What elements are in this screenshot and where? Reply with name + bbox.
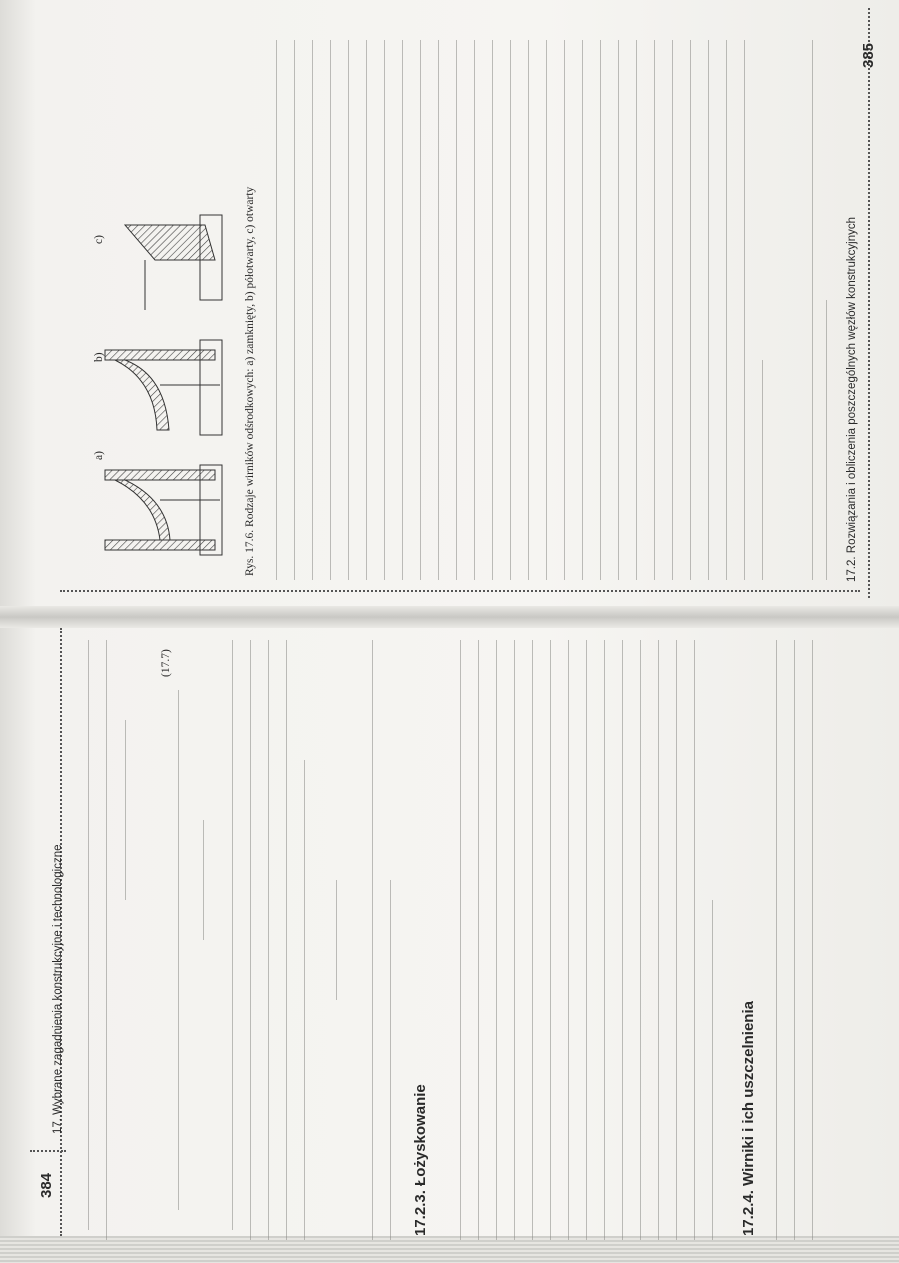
figure-label-a: a): [93, 451, 105, 460]
binding-shadow: [0, 606, 899, 628]
impeller-figure: [85, 200, 245, 580]
right-page-number: 385: [860, 42, 877, 68]
figure-label-c: c): [93, 235, 105, 244]
right-running-head: 17.2. Rozwiązania i obliczenia poszczególnych węzłów konstrukcyjnych: [846, 217, 858, 582]
impeller-c-open: [125, 215, 222, 310]
left-running-head: 17. Wybrane zagadnienia konstrukcyjne i technologiczne: [52, 844, 64, 1134]
impeller-a-closed: [105, 465, 222, 555]
equation-label-17-7: (17.7): [160, 649, 172, 677]
figure-label-b: b): [93, 352, 105, 362]
scan-edge: [0, 1236, 899, 1263]
left-page-number: 384: [38, 1172, 55, 1198]
figure-caption: Rys. 17.6. Rodzaje wirników odśrodkowych: a) zamknięty, b) półotwarty, c) otwarty: [244, 186, 256, 576]
section-heading-impellers: 17.2.4. Wirniki i ich uszczelnienia: [740, 1001, 757, 1236]
left-page-dotted-tick: [30, 1150, 66, 1152]
impeller-b-semi-open: [105, 340, 222, 435]
section-heading-bearings: 17.2.3. Łożyskowanie: [412, 1084, 429, 1236]
impeller-drawings: [85, 200, 245, 580]
right-page-dotted-rule: [60, 590, 860, 592]
right-page-dotted-margin: [868, 8, 870, 598]
